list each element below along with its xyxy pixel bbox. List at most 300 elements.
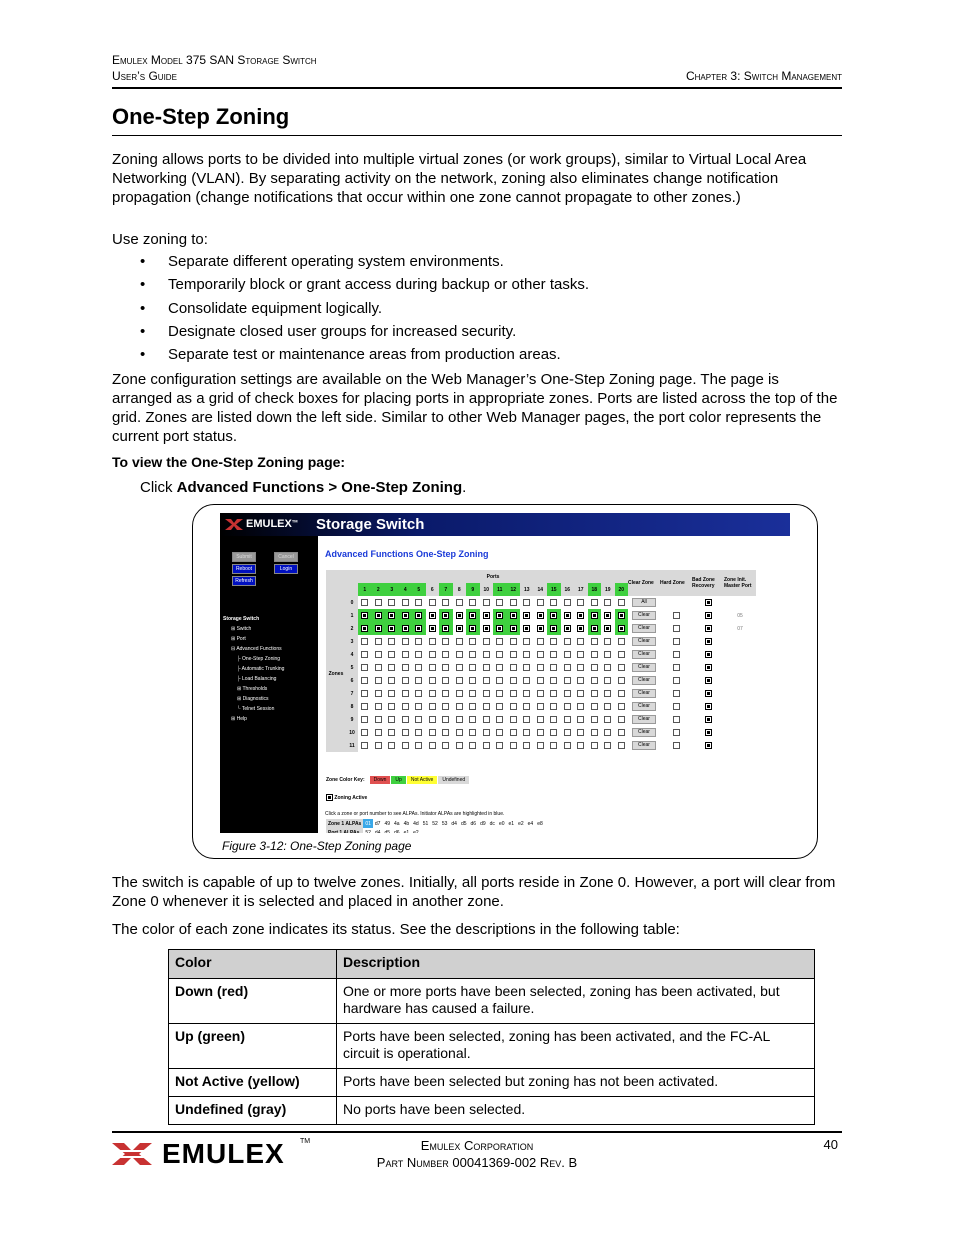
- port-zone-checkbox[interactable]: [415, 664, 422, 671]
- port-zone-checkbox[interactable]: [415, 612, 422, 619]
- port-zone-checkbox[interactable]: [550, 651, 557, 658]
- port-zone-checkbox[interactable]: [402, 690, 409, 697]
- port-zone-checkbox[interactable]: [618, 664, 625, 671]
- port-zone-checkbox[interactable]: [483, 716, 490, 723]
- port-zone-checkbox[interactable]: [564, 638, 571, 645]
- hard-zone-checkbox[interactable]: [673, 638, 680, 645]
- tree-item-diagnostics[interactable]: ⊞ Diagnostics: [237, 696, 269, 702]
- port-zone-checkbox[interactable]: [483, 651, 490, 658]
- port-zone-checkbox[interactable]: [375, 651, 382, 658]
- port-zone-checkbox[interactable]: [388, 703, 395, 710]
- port-zone-checkbox[interactable]: [604, 729, 611, 736]
- port-zone-checkbox[interactable]: [483, 625, 490, 632]
- port-zone-checkbox[interactable]: [361, 664, 368, 671]
- port-zone-checkbox[interactable]: [361, 612, 368, 619]
- port-zone-checkbox[interactable]: [604, 677, 611, 684]
- tree-item-port[interactable]: ⊞ Port: [231, 636, 246, 642]
- login-button[interactable]: Login: [274, 564, 298, 574]
- port-zone-checkbox[interactable]: [591, 638, 598, 645]
- port-zone-checkbox[interactable]: [483, 690, 490, 697]
- port-zone-checkbox[interactable]: [469, 716, 476, 723]
- port-zone-checkbox[interactable]: [469, 677, 476, 684]
- port-zone-checkbox[interactable]: [388, 690, 395, 697]
- clear-zone-button[interactable]: Clear: [632, 689, 656, 698]
- port-zone-checkbox[interactable]: [483, 742, 490, 749]
- port-number-13[interactable]: 13: [520, 583, 534, 596]
- port-zone-checkbox[interactable]: [564, 664, 571, 671]
- port-zone-checkbox[interactable]: [577, 716, 584, 723]
- port-zone-checkbox[interactable]: [469, 729, 476, 736]
- port-zone-checkbox[interactable]: [483, 638, 490, 645]
- hard-zone-checkbox[interactable]: [673, 612, 680, 619]
- port-zone-checkbox[interactable]: [618, 625, 625, 632]
- port-zone-checkbox[interactable]: [523, 716, 530, 723]
- port-zone-checkbox[interactable]: [537, 703, 544, 710]
- tree-item-storage-switch[interactable]: Storage Switch: [223, 616, 260, 622]
- port-zone-checkbox[interactable]: [402, 625, 409, 632]
- zone-number-11[interactable]: 11: [346, 739, 358, 752]
- port-zone-checkbox[interactable]: [577, 599, 584, 606]
- port-zone-checkbox[interactable]: [537, 742, 544, 749]
- port-zone-checkbox[interactable]: [510, 690, 517, 697]
- port-zone-checkbox[interactable]: [415, 651, 422, 658]
- port-zone-checkbox[interactable]: [375, 742, 382, 749]
- port-zone-checkbox[interactable]: [442, 703, 449, 710]
- zone-number-1[interactable]: 1: [346, 609, 358, 622]
- port-zone-checkbox[interactable]: [456, 612, 463, 619]
- port-zone-checkbox[interactable]: [591, 625, 598, 632]
- port-zone-checkbox[interactable]: [429, 625, 436, 632]
- port-zone-checkbox[interactable]: [577, 703, 584, 710]
- port-zone-checkbox[interactable]: [442, 651, 449, 658]
- port-zone-checkbox[interactable]: [496, 703, 503, 710]
- port-zone-checkbox[interactable]: [388, 742, 395, 749]
- port-zone-checkbox[interactable]: [375, 703, 382, 710]
- port-number-16[interactable]: 16: [561, 583, 575, 596]
- port-zone-checkbox[interactable]: [429, 716, 436, 723]
- port-zone-checkbox[interactable]: [456, 651, 463, 658]
- port-zone-checkbox[interactable]: [429, 664, 436, 671]
- port-number-1[interactable]: 1: [358, 583, 372, 596]
- port-zone-checkbox[interactable]: [469, 599, 476, 606]
- port-zone-checkbox[interactable]: [523, 612, 530, 619]
- port-zone-checkbox[interactable]: [442, 742, 449, 749]
- port-number-12[interactable]: 12: [507, 583, 521, 596]
- port-zone-checkbox[interactable]: [456, 664, 463, 671]
- port-zone-checkbox[interactable]: [550, 729, 557, 736]
- port-zone-checkbox[interactable]: [402, 716, 409, 723]
- port-zone-checkbox[interactable]: [388, 599, 395, 606]
- port-zone-checkbox[interactable]: [442, 690, 449, 697]
- port-zone-checkbox[interactable]: [388, 638, 395, 645]
- port-zone-checkbox[interactable]: [415, 716, 422, 723]
- port-zone-checkbox[interactable]: [618, 638, 625, 645]
- port-zone-checkbox[interactable]: [483, 612, 490, 619]
- port-number-4[interactable]: 4: [399, 583, 413, 596]
- port-zone-checkbox[interactable]: [415, 729, 422, 736]
- hard-zone-checkbox[interactable]: [673, 703, 680, 710]
- port-zone-checkbox[interactable]: [510, 664, 517, 671]
- tree-item-telnet[interactable]: └ Telnet Session: [237, 706, 275, 712]
- port-zone-checkbox[interactable]: [577, 690, 584, 697]
- port-zone-checkbox[interactable]: [564, 690, 571, 697]
- port-zone-checkbox[interactable]: [537, 677, 544, 684]
- bad-zone-checkbox[interactable]: [705, 716, 712, 723]
- refresh-button[interactable]: Refresh: [232, 576, 256, 586]
- zone-number-7[interactable]: 7: [346, 687, 358, 700]
- port-zone-checkbox[interactable]: [375, 716, 382, 723]
- port-zone-checkbox[interactable]: [388, 729, 395, 736]
- port-number-19[interactable]: 19: [601, 583, 615, 596]
- hard-zone-checkbox[interactable]: [673, 742, 680, 749]
- port-zone-checkbox[interactable]: [442, 612, 449, 619]
- port-zone-checkbox[interactable]: [469, 612, 476, 619]
- port-zone-checkbox[interactable]: [388, 677, 395, 684]
- port-zone-checkbox[interactable]: [604, 742, 611, 749]
- port-zone-checkbox[interactable]: [429, 690, 436, 697]
- port-zone-checkbox[interactable]: [388, 716, 395, 723]
- port-zone-checkbox[interactable]: [550, 703, 557, 710]
- port-zone-checkbox[interactable]: [510, 742, 517, 749]
- zone-number-2[interactable]: 2: [346, 622, 358, 635]
- port-zone-checkbox[interactable]: [523, 703, 530, 710]
- port-zone-checkbox[interactable]: [388, 625, 395, 632]
- port-number-17[interactable]: 17: [574, 583, 588, 596]
- port-zone-checkbox[interactable]: [618, 703, 625, 710]
- port-zone-checkbox[interactable]: [591, 729, 598, 736]
- port-zone-checkbox[interactable]: [591, 599, 598, 606]
- clear-all-button[interactable]: All: [632, 598, 656, 607]
- bad-zone-checkbox[interactable]: [705, 703, 712, 710]
- zone-number-9[interactable]: 9: [346, 713, 358, 726]
- port-zone-checkbox[interactable]: [361, 638, 368, 645]
- port-zone-checkbox[interactable]: [523, 599, 530, 606]
- port-zone-checkbox[interactable]: [361, 729, 368, 736]
- zoning-active-toggle[interactable]: [326, 794, 367, 801]
- port-zone-checkbox[interactable]: [361, 742, 368, 749]
- port-zone-checkbox[interactable]: [415, 638, 422, 645]
- bad-zone-checkbox[interactable]: [705, 638, 712, 645]
- port-zone-checkbox[interactable]: [618, 690, 625, 697]
- port-zone-checkbox[interactable]: [510, 703, 517, 710]
- port-zone-checkbox[interactable]: [496, 690, 503, 697]
- port-zone-checkbox[interactable]: [469, 651, 476, 658]
- port-zone-checkbox[interactable]: [577, 664, 584, 671]
- clear-zone-button[interactable]: Clear: [632, 663, 656, 672]
- port-zone-checkbox[interactable]: [523, 690, 530, 697]
- port-zone-checkbox[interactable]: [577, 612, 584, 619]
- tree-item-advanced[interactable]: ⊟ Advanced Functions: [231, 646, 282, 652]
- port-zone-checkbox[interactable]: [537, 690, 544, 697]
- port-zone-checkbox[interactable]: [523, 664, 530, 671]
- port-zone-checkbox[interactable]: [618, 742, 625, 749]
- port-zone-checkbox[interactable]: [591, 677, 598, 684]
- port-zone-checkbox[interactable]: [604, 703, 611, 710]
- port-zone-checkbox[interactable]: [483, 729, 490, 736]
- tree-item-load-balancing[interactable]: ├ Load Balancing: [237, 676, 277, 682]
- port-zone-checkbox[interactable]: [402, 651, 409, 658]
- port-zone-checkbox[interactable]: [415, 703, 422, 710]
- port-zone-checkbox[interactable]: [402, 677, 409, 684]
- bad-zone-checkbox[interactable]: [705, 612, 712, 619]
- hard-zone-checkbox[interactable]: [673, 716, 680, 723]
- port-zone-checkbox[interactable]: [591, 716, 598, 723]
- port-zone-checkbox[interactable]: [388, 612, 395, 619]
- port-zone-checkbox[interactable]: [523, 638, 530, 645]
- port-zone-checkbox[interactable]: [537, 625, 544, 632]
- bad-zone-checkbox[interactable]: [705, 664, 712, 671]
- bad-zone-checkbox[interactable]: [705, 599, 712, 606]
- port-zone-checkbox[interactable]: [469, 638, 476, 645]
- port-zone-checkbox[interactable]: [564, 599, 571, 606]
- port-zone-checkbox[interactable]: [550, 716, 557, 723]
- port-zone-checkbox[interactable]: [523, 625, 530, 632]
- port-zone-checkbox[interactable]: [496, 625, 503, 632]
- port-zone-checkbox[interactable]: [456, 716, 463, 723]
- port-zone-checkbox[interactable]: [537, 729, 544, 736]
- port-zone-checkbox[interactable]: [550, 664, 557, 671]
- port-zone-checkbox[interactable]: [456, 742, 463, 749]
- port-zone-checkbox[interactable]: [510, 677, 517, 684]
- port-zone-checkbox[interactable]: [604, 664, 611, 671]
- cancel-button[interactable]: Cancel: [274, 552, 298, 562]
- port-zone-checkbox[interactable]: [456, 677, 463, 684]
- port-zone-checkbox[interactable]: [429, 638, 436, 645]
- port-zone-checkbox[interactable]: [523, 651, 530, 658]
- port-zone-checkbox[interactable]: [537, 599, 544, 606]
- port-zone-checkbox[interactable]: [496, 716, 503, 723]
- port-number-3[interactable]: 3: [385, 583, 399, 596]
- port-zone-checkbox[interactable]: [442, 599, 449, 606]
- port-zone-checkbox[interactable]: [442, 677, 449, 684]
- port-zone-checkbox[interactable]: [604, 690, 611, 697]
- bad-zone-checkbox[interactable]: [705, 742, 712, 749]
- port-zone-checkbox[interactable]: [442, 716, 449, 723]
- port-zone-checkbox[interactable]: [469, 703, 476, 710]
- port-zone-checkbox[interactable]: [510, 599, 517, 606]
- port-zone-checkbox[interactable]: [456, 599, 463, 606]
- port-zone-checkbox[interactable]: [591, 742, 598, 749]
- zone-number-3[interactable]: 3: [346, 635, 358, 648]
- port-zone-checkbox[interactable]: [537, 638, 544, 645]
- port-zone-checkbox[interactable]: [564, 742, 571, 749]
- port-zone-checkbox[interactable]: [618, 599, 625, 606]
- port-zone-checkbox[interactable]: [442, 638, 449, 645]
- clear-zone-button[interactable]: Clear: [632, 650, 656, 659]
- port-zone-checkbox[interactable]: [388, 664, 395, 671]
- port-zone-checkbox[interactable]: [361, 716, 368, 723]
- port-zone-checkbox[interactable]: [550, 599, 557, 606]
- port-zone-checkbox[interactable]: [537, 716, 544, 723]
- port-zone-checkbox[interactable]: [591, 612, 598, 619]
- port-zone-checkbox[interactable]: [564, 703, 571, 710]
- bad-zone-checkbox[interactable]: [705, 651, 712, 658]
- port-zone-checkbox[interactable]: [510, 612, 517, 619]
- clear-zone-button[interactable]: Clear: [632, 702, 656, 711]
- port-zone-checkbox[interactable]: [442, 625, 449, 632]
- port-zone-checkbox[interactable]: [537, 651, 544, 658]
- port-zone-checkbox[interactable]: [361, 599, 368, 606]
- port-zone-checkbox[interactable]: [415, 690, 422, 697]
- port-zone-checkbox[interactable]: [415, 742, 422, 749]
- port-zone-checkbox[interactable]: [618, 729, 625, 736]
- port-zone-checkbox[interactable]: [361, 625, 368, 632]
- port-zone-checkbox[interactable]: [550, 690, 557, 697]
- port-zone-checkbox[interactable]: [402, 664, 409, 671]
- port-zone-checkbox[interactable]: [483, 677, 490, 684]
- tree-item-thresholds[interactable]: ⊞ Thresholds: [237, 686, 268, 692]
- port-zone-checkbox[interactable]: [604, 625, 611, 632]
- port-zone-checkbox[interactable]: [523, 742, 530, 749]
- port-zone-checkbox[interactable]: [469, 742, 476, 749]
- port-zone-checkbox[interactable]: [577, 651, 584, 658]
- port-zone-checkbox[interactable]: [577, 729, 584, 736]
- port-zone-checkbox[interactable]: [469, 664, 476, 671]
- port-zone-checkbox[interactable]: [361, 703, 368, 710]
- port-zone-checkbox[interactable]: [591, 703, 598, 710]
- port-zone-checkbox[interactable]: [361, 677, 368, 684]
- port-zone-checkbox[interactable]: [564, 716, 571, 723]
- port-zone-checkbox[interactable]: [510, 638, 517, 645]
- port-zone-checkbox[interactable]: [402, 729, 409, 736]
- port-zone-checkbox[interactable]: [577, 677, 584, 684]
- port-zone-checkbox[interactable]: [523, 677, 530, 684]
- port-zone-checkbox[interactable]: [618, 716, 625, 723]
- port-zone-checkbox[interactable]: [496, 651, 503, 658]
- port-zone-checkbox[interactable]: [496, 664, 503, 671]
- tree-item-trunking[interactable]: ├ Automatic Trunking: [237, 666, 285, 672]
- zone-number-4[interactable]: 4: [346, 648, 358, 661]
- port-zone-checkbox[interactable]: [564, 651, 571, 658]
- hard-zone-checkbox[interactable]: [673, 625, 680, 632]
- port-zone-checkbox[interactable]: [402, 638, 409, 645]
- hard-zone-checkbox[interactable]: [673, 664, 680, 671]
- port-zone-checkbox[interactable]: [577, 638, 584, 645]
- port-number-6[interactable]: 6: [426, 583, 440, 596]
- zone-number-8[interactable]: 8: [346, 700, 358, 713]
- bad-zone-checkbox[interactable]: [705, 625, 712, 632]
- tree-item-one-step-zoning[interactable]: ├ One-Step Zoning: [237, 656, 281, 662]
- port-number-8[interactable]: 8: [453, 583, 467, 596]
- port-zone-checkbox[interactable]: [361, 651, 368, 658]
- port-zone-checkbox[interactable]: [429, 703, 436, 710]
- clear-zone-button[interactable]: Clear: [632, 637, 656, 646]
- port-zone-checkbox[interactable]: [456, 729, 463, 736]
- port-zone-checkbox[interactable]: [591, 664, 598, 671]
- port-zone-checkbox[interactable]: [456, 625, 463, 632]
- bad-zone-checkbox[interactable]: [705, 729, 712, 736]
- reboot-button[interactable]: Reboot: [232, 564, 256, 574]
- port-zone-checkbox[interactable]: [375, 677, 382, 684]
- port-number-18[interactable]: 18: [588, 583, 602, 596]
- port-zone-checkbox[interactable]: [550, 742, 557, 749]
- port-zone-checkbox[interactable]: [510, 716, 517, 723]
- port-zone-checkbox[interactable]: [429, 612, 436, 619]
- port-number-2[interactable]: 2: [372, 583, 386, 596]
- bad-zone-checkbox[interactable]: [705, 677, 712, 684]
- port-zone-checkbox[interactable]: [469, 625, 476, 632]
- port-zone-checkbox[interactable]: [375, 729, 382, 736]
- zone-number-0[interactable]: 0: [346, 596, 358, 609]
- port-zone-checkbox[interactable]: [510, 651, 517, 658]
- port-zone-checkbox[interactable]: [604, 651, 611, 658]
- port-zone-checkbox[interactable]: [496, 638, 503, 645]
- port-zone-checkbox[interactable]: [496, 612, 503, 619]
- port-zone-checkbox[interactable]: [550, 677, 557, 684]
- port-number-14[interactable]: 14: [534, 583, 548, 596]
- port-zone-checkbox[interactable]: [415, 599, 422, 606]
- port-zone-checkbox[interactable]: [591, 690, 598, 697]
- port-zone-checkbox[interactable]: [537, 664, 544, 671]
- clear-zone-button[interactable]: Clear: [632, 624, 656, 633]
- port-zone-checkbox[interactable]: [456, 638, 463, 645]
- port-zone-checkbox[interactable]: [375, 625, 382, 632]
- hard-zone-checkbox[interactable]: [673, 651, 680, 658]
- port-zone-checkbox[interactable]: [415, 677, 422, 684]
- port-zone-checkbox[interactable]: [402, 612, 409, 619]
- port-zone-checkbox[interactable]: [483, 599, 490, 606]
- port-number-11[interactable]: 11: [493, 583, 507, 596]
- tree-item-switch[interactable]: ⊞ Switch: [231, 626, 252, 632]
- port-zone-checkbox[interactable]: [550, 638, 557, 645]
- zone-number-10[interactable]: 10: [346, 726, 358, 739]
- port-zone-checkbox[interactable]: [375, 612, 382, 619]
- port-zone-checkbox[interactable]: [415, 625, 422, 632]
- port-zone-checkbox[interactable]: [375, 690, 382, 697]
- port-zone-checkbox[interactable]: [361, 690, 368, 697]
- port-zone-checkbox[interactable]: [604, 612, 611, 619]
- port-zone-checkbox[interactable]: [618, 677, 625, 684]
- port-number-5[interactable]: 5: [412, 583, 426, 596]
- port-zone-checkbox[interactable]: [577, 742, 584, 749]
- zone-number-6[interactable]: 6: [346, 674, 358, 687]
- port-zone-checkbox[interactable]: [537, 612, 544, 619]
- clear-zone-button[interactable]: Clear: [632, 741, 656, 750]
- port-zone-checkbox[interactable]: [510, 625, 517, 632]
- clear-zone-button[interactable]: Clear: [632, 676, 656, 685]
- port-zone-checkbox[interactable]: [564, 612, 571, 619]
- port-zone-checkbox[interactable]: [564, 677, 571, 684]
- hard-zone-checkbox[interactable]: [673, 690, 680, 697]
- port-zone-checkbox[interactable]: [604, 716, 611, 723]
- port-zone-checkbox[interactable]: [591, 651, 598, 658]
- port-zone-checkbox[interactable]: [388, 651, 395, 658]
- port-zone-checkbox[interactable]: [604, 599, 611, 606]
- zoning-active-checkbox[interactable]: [326, 794, 333, 801]
- port-zone-checkbox[interactable]: [618, 651, 625, 658]
- clear-zone-button[interactable]: Clear: [632, 728, 656, 737]
- port-zone-checkbox[interactable]: [496, 677, 503, 684]
- port-zone-checkbox[interactable]: [564, 625, 571, 632]
- port-zone-checkbox[interactable]: [604, 638, 611, 645]
- port-zone-checkbox[interactable]: [496, 729, 503, 736]
- bad-zone-checkbox[interactable]: [705, 690, 712, 697]
- port-zone-checkbox[interactable]: [456, 703, 463, 710]
- port-zone-checkbox[interactable]: [375, 638, 382, 645]
- port-zone-checkbox[interactable]: [618, 612, 625, 619]
- port-number-7[interactable]: 7: [439, 583, 453, 596]
- port-zone-checkbox[interactable]: [564, 729, 571, 736]
- port-number-9[interactable]: 9: [466, 583, 480, 596]
- port-zone-checkbox[interactable]: [429, 677, 436, 684]
- port-number-20[interactable]: 20: [615, 583, 629, 596]
- port-number-15[interactable]: 15: [547, 583, 561, 596]
- clear-zone-button[interactable]: Clear: [632, 715, 656, 724]
- port-zone-checkbox[interactable]: [483, 664, 490, 671]
- submit-button[interactable]: Submit: [232, 552, 256, 562]
- port-zone-checkbox[interactable]: [402, 599, 409, 606]
- zone-number-5[interactable]: 5: [346, 661, 358, 674]
